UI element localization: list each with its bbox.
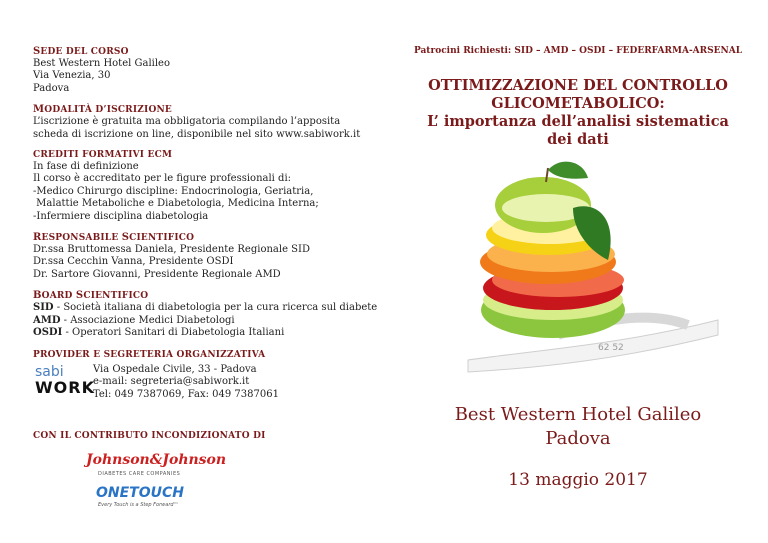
responsabile-line: Dr. Sartore Giovanni, Presidente Regionale AMD bbox=[33, 268, 281, 280]
modalita-section bbox=[33, 104, 383, 141]
responsabile-section bbox=[33, 232, 383, 281]
venue-line: Padova bbox=[545, 428, 611, 449]
board-row: AMD - Associazione Medici Diabetologi bbox=[33, 314, 235, 326]
board-section bbox=[33, 290, 383, 339]
provider-line: Via Ospedale Civile, 33 - Padova bbox=[93, 364, 257, 375]
board-row: SID - Società italiana di diabetologia per la cura ricerca sul diabete bbox=[33, 302, 378, 314]
johnson-logo: Johnson&Johnson bbox=[86, 452, 227, 468]
svg-text:62 52: 62 52 bbox=[598, 343, 624, 353]
sede-line: Best Western Hotel Galileo bbox=[33, 58, 170, 69]
crediti-line: Il corso è accreditato per le figure professionali di: bbox=[33, 173, 292, 185]
title-line: L’ importanza dell’analisi sistematica bbox=[427, 113, 729, 130]
title-line: OTTIMIZZAZIONE DEL CONTROLLO bbox=[428, 77, 728, 94]
crediti-line: Malattie Metaboliche e Diabetologia, Medicina Interna; bbox=[33, 198, 319, 210]
crediti-line: -Medico Chirurgo discipline: Endocrinologia, Geriatria, bbox=[33, 185, 314, 197]
modalita-line: L’iscrizione è gratuita ma obbligatoria compilando l’apposita bbox=[33, 116, 341, 128]
modalita-line: scheda di iscrizione on line, disponibile nel sito www.sabiwork.it bbox=[33, 128, 361, 140]
provider-label: PROVIDER E SEGRETERIA ORGANIZZATIVA bbox=[33, 350, 266, 360]
venue-text bbox=[408, 403, 748, 451]
sabiwork-logo: sabi WORK bbox=[35, 364, 95, 397]
modalita-label: MODALITÀ D’ISCRIZIONE bbox=[33, 104, 172, 116]
sede-line: Via Venezia, 30 bbox=[33, 70, 111, 82]
crediti-section bbox=[33, 150, 383, 223]
fruit-stack-image bbox=[448, 160, 728, 375]
responsabile-label: RESPONSABILE SCIENTIFICO bbox=[33, 232, 195, 244]
sede-label: SEDE DEL CORSO bbox=[33, 46, 129, 57]
crediti-line: In fase di definizione bbox=[33, 161, 139, 173]
crediti-line: -Infermiere disciplina diabetologia bbox=[33, 210, 209, 222]
board-row: OSDI - Operatori Sanitari di Diabetologia Italiani bbox=[33, 327, 285, 339]
event-date: 13 maggio 2017 bbox=[508, 470, 648, 490]
responsabile-line: Dr.ssa Bruttomessa Daniela, Presidente Regionale SID bbox=[33, 244, 310, 256]
venue-line: Best Western Hotel Galileo bbox=[454, 404, 702, 425]
sede-line: Padova bbox=[33, 82, 70, 94]
provider-section bbox=[33, 350, 383, 401]
onetouch-tagline: Every Touch is a Step Forward™ bbox=[98, 502, 179, 508]
left-panel bbox=[33, 46, 383, 349]
page-title bbox=[408, 77, 748, 149]
responsabile-line: Dr.ssa Cecchin Vanna, Presidente OSDI bbox=[33, 256, 234, 268]
board-label: BOARD SCIENTIFICO bbox=[33, 290, 149, 302]
provider-line: e-mail: segreteria@sabiwork.it bbox=[93, 376, 250, 388]
title-line: dei dati bbox=[547, 131, 609, 148]
contributo-label: CON IL CONTRIBUTO INCONDIZIONATO DI bbox=[33, 431, 266, 441]
crediti-label: CREDITI FORMATIVI ECM bbox=[33, 150, 173, 161]
johnson-subtitle: DIABETES CARE COMPANIES bbox=[98, 471, 181, 477]
sede-section bbox=[33, 46, 383, 95]
title-line: GLICOMETABOLICO: bbox=[491, 95, 665, 112]
provider-line: Tel: 049 7387069, Fax: 049 7387061 bbox=[93, 388, 279, 400]
onetouch-logo: ONETOUCH bbox=[96, 485, 184, 501]
patrocini-text: Patrocini Richiesti: SID – AMD – OSDI – FEDERFARMA-ARSENAL bbox=[413, 46, 743, 56]
